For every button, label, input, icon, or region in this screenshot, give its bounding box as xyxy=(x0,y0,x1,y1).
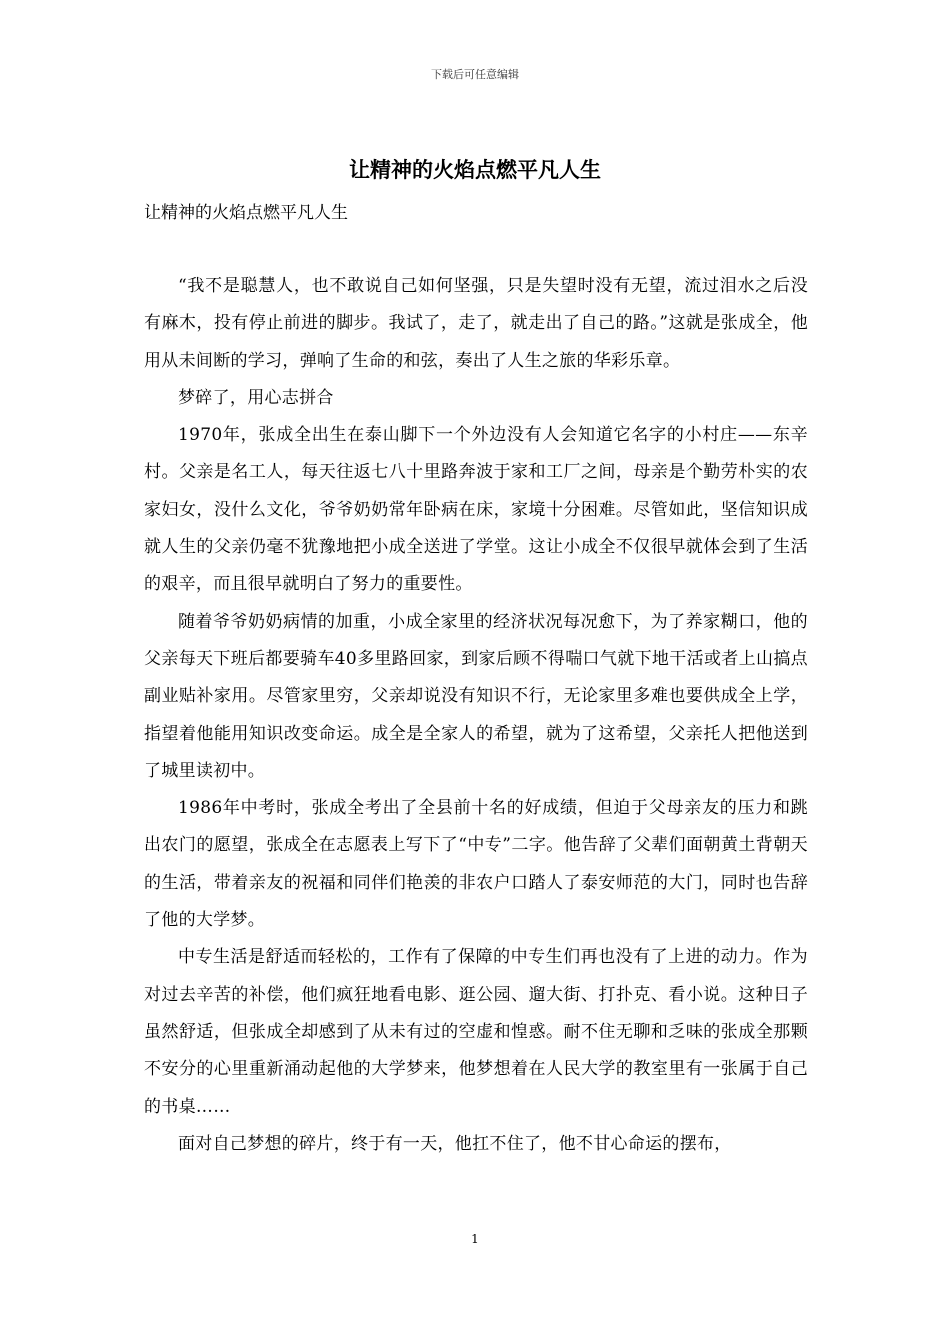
paragraph-school-life: 中专生活是舒适而轻松的，工作有了保障的中专生们再也没有了上进的动力。作为对过去辛苦的补偿，他们疯狂地看电影、逛公园、遛大街、打扑克、看小说。这种日子虽然舒适，但张成全却感到了从未有过的空虚和惶惑。耐不住无聊和乏味的张成全那颗不安分的心里重新涌动起他的大学梦来，他梦想着在人民大学的教室里有一张属于自己的书桌…… xyxy=(144,947,808,1117)
paragraph-turning-point: 面对自己梦想的碎片，终于有一天，他扛不住了，他不甘心命运的摆布， xyxy=(178,1133,732,1154)
paragraph-exam: 1986年中考时，张成全考出了全县前十名的好成绩，但迫于父母亲友的压力和跳出农门的愿望，张成全在志愿表上写下了“中专”二字。他告辞了父辈们面朝黄土背朝天的生活，带着亲友的祝福和同伴们艳羡的非农户口踏人了泰安师范的大门，同时也告辞了他的大学梦。 xyxy=(144,798,808,931)
page-number: 1 xyxy=(471,1232,479,1246)
paragraph-quote: “我不是聪慧人，也不敢说自己如何坚强，只是失望时没有无望，流过泪水之后没有麻木，投有停止前进的脚步。我试了，走了，就走出了自己的路。”这就是张成全，他用从未间断的学习，弹响了生命的和弦，奏出了人生之旅的华彩乐章。 xyxy=(144,276,808,371)
header-note: 下载后可任意编辑 xyxy=(431,68,519,81)
body-text xyxy=(144,268,808,1163)
document-subtitle: 让精神的火焰点燃平凡人生 xyxy=(144,203,348,223)
document-title: 让精神的火焰点燃平凡人生 xyxy=(349,157,601,182)
section-heading: 梦碎了，用心志拼合 xyxy=(178,387,334,408)
paragraph-childhood: 1970年，张成全出生在泰山脚下一个外边没有人会知道它名字的小村庄——东辛村。父亲是名工人，每天往返七八十里路奔波于家和工厂之间，母亲是个勤劳朴实的农家妇女，没什么文化，爷爷奶奶常年卧病在床，家境十分困难。尽管如此，坚信知识成就人生的父亲仍毫不犹豫地把小成全送进了学堂。这让小成全不仅很早就体会到了生活的艰辛，而且很早就明白了努力的重要性。 xyxy=(144,425,808,595)
paragraph-family: 随着爷爷奶奶病情的加重，小成全家里的经济状况每况愈下，为了养家糊口，他的父亲每天下班后都要骑车40多里路回家，到家后顾不得喘口气就下地干活或者上山搞点副业贴补家用。尽管家里穷，父亲却说没有知识不行，无论家里多难也要供成全上学，指望着他能用知识改变命运。成全是全家人的希望，就为了这希望，父亲托人把他送到了城里读初中。 xyxy=(144,611,808,781)
